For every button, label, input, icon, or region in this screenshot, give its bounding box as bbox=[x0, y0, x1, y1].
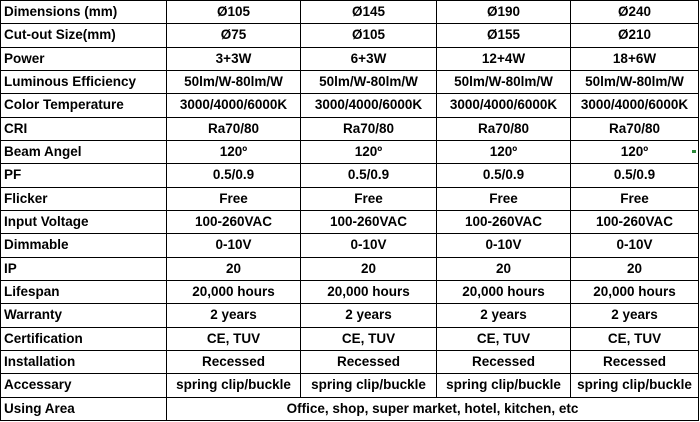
table-cell: 50lm/W-80lm/W bbox=[437, 70, 571, 93]
table-cell: 0.5/0.9 bbox=[167, 164, 301, 187]
table-row bbox=[1, 210, 699, 233]
table-row bbox=[1, 24, 699, 47]
table-cell: 0-10V bbox=[167, 234, 301, 257]
table-cell: Ø145 bbox=[301, 1, 437, 24]
table-cell: 20 bbox=[571, 257, 699, 280]
table-cell: Free bbox=[301, 187, 437, 210]
table-row bbox=[1, 140, 699, 163]
table-row bbox=[1, 234, 699, 257]
table-row bbox=[1, 327, 699, 350]
table-cell: 3+3W bbox=[167, 47, 301, 70]
table-cell: Recessed bbox=[301, 350, 437, 373]
row-label: PF bbox=[1, 164, 167, 187]
table-cell: 20 bbox=[301, 257, 437, 280]
table-row bbox=[1, 350, 699, 373]
using-area-value: Office, shop, super market, hotel, kitchen, etc bbox=[167, 397, 699, 420]
table-cell: CE, TUV bbox=[301, 327, 437, 350]
table-cell: CE, TUV bbox=[571, 327, 699, 350]
table-cell: Ø240 bbox=[571, 1, 699, 24]
table-cell: 3000/4000/6000K bbox=[167, 94, 301, 117]
table-cell: 6+3W bbox=[301, 47, 437, 70]
table-cell: 3000/4000/6000K bbox=[571, 94, 699, 117]
table-cell: Ø210 bbox=[571, 24, 699, 47]
table-cell: 0-10V bbox=[437, 234, 571, 257]
table-cell: CE, TUV bbox=[437, 327, 571, 350]
table-cell: 0.5/0.9 bbox=[437, 164, 571, 187]
row-label: CRI bbox=[1, 117, 167, 140]
table-cell: Free bbox=[167, 187, 301, 210]
row-label: Accessary bbox=[1, 374, 167, 397]
table-cell: 20 bbox=[167, 257, 301, 280]
table-cell: 50lm/W-80lm/W bbox=[301, 70, 437, 93]
table-cell: spring clip/buckle bbox=[167, 374, 301, 397]
row-label: Power bbox=[1, 47, 167, 70]
table-cell: Free bbox=[437, 187, 571, 210]
table-cell: 100-260VAC bbox=[571, 210, 699, 233]
table-cell: spring clip/buckle bbox=[437, 374, 571, 397]
table-cell: 20,000 hours bbox=[437, 280, 571, 303]
table-row bbox=[1, 117, 699, 140]
table-cell: 0-10V bbox=[301, 234, 437, 257]
table-cell: 100-260VAC bbox=[301, 210, 437, 233]
table-cell: 100-260VAC bbox=[437, 210, 571, 233]
table-row bbox=[1, 1, 699, 24]
table-cell: Recessed bbox=[167, 350, 301, 373]
row-label: Lifespan bbox=[1, 280, 167, 303]
table-row bbox=[1, 257, 699, 280]
table-cell: 20,000 hours bbox=[571, 280, 699, 303]
table-cell: 2 years bbox=[301, 304, 437, 327]
table-cell: Ø105 bbox=[301, 24, 437, 47]
table-cell: 120º bbox=[301, 140, 437, 163]
table-cell: 120º bbox=[571, 140, 699, 163]
table-cell: 20,000 hours bbox=[167, 280, 301, 303]
table-cell: 0-10V bbox=[571, 234, 699, 257]
table-cell: 18+6W bbox=[571, 47, 699, 70]
table-cell: Ø105 bbox=[167, 1, 301, 24]
row-label: Luminous Efficiency bbox=[1, 70, 167, 93]
row-label: Color Temperature bbox=[1, 94, 167, 117]
table-cell: Ø155 bbox=[437, 24, 571, 47]
table-cell: Ra70/80 bbox=[571, 117, 699, 140]
table-row bbox=[1, 187, 699, 210]
table-cell: 0.5/0.9 bbox=[301, 164, 437, 187]
row-label: Dimensions (mm) bbox=[1, 1, 167, 24]
table-cell: Ra70/80 bbox=[167, 117, 301, 140]
row-label: Beam Angel bbox=[1, 140, 167, 163]
table-cell: Ra70/80 bbox=[301, 117, 437, 140]
table-cell: Ra70/80 bbox=[437, 117, 571, 140]
table-cell: 50lm/W-80lm/W bbox=[571, 70, 699, 93]
row-label: Dimmable bbox=[1, 234, 167, 257]
table-cell: 20 bbox=[437, 257, 571, 280]
table-row bbox=[1, 47, 699, 70]
table-row bbox=[1, 70, 699, 93]
table-cell: spring clip/buckle bbox=[301, 374, 437, 397]
row-label: Certification bbox=[1, 327, 167, 350]
table-cell: Free bbox=[571, 187, 699, 210]
table-cell: 2 years bbox=[571, 304, 699, 327]
table-cell: 2 years bbox=[167, 304, 301, 327]
table-row bbox=[1, 374, 699, 397]
row-label-using-area: Using Area bbox=[1, 397, 167, 420]
table-cell: spring clip/buckle bbox=[571, 374, 699, 397]
table-cell: CE, TUV bbox=[167, 327, 301, 350]
row-label: Cut-out Size(mm) bbox=[1, 24, 167, 47]
table-row bbox=[1, 304, 699, 327]
row-label: Flicker bbox=[1, 187, 167, 210]
table-cell: 12+4W bbox=[437, 47, 571, 70]
row-label: IP bbox=[1, 257, 167, 280]
table-cell: 20,000 hours bbox=[301, 280, 437, 303]
table-cell: 3000/4000/6000K bbox=[437, 94, 571, 117]
table-cell: Ø190 bbox=[437, 1, 571, 24]
table-cell: 50lm/W-80lm/W bbox=[167, 70, 301, 93]
table-cell: 3000/4000/6000K bbox=[301, 94, 437, 117]
spec-table-body bbox=[1, 1, 699, 421]
green-mark bbox=[692, 150, 696, 153]
table-cell: 2 years bbox=[437, 304, 571, 327]
row-label: Input Voltage bbox=[1, 210, 167, 233]
table-cell: 100-260VAC bbox=[167, 210, 301, 233]
table-cell: 0.5/0.9 bbox=[571, 164, 699, 187]
row-label: Installation bbox=[1, 350, 167, 373]
table-cell: 120º bbox=[437, 140, 571, 163]
table-row-using-area bbox=[1, 397, 699, 420]
table-cell: Recessed bbox=[437, 350, 571, 373]
row-label: Warranty bbox=[1, 304, 167, 327]
table-cell: Recessed bbox=[571, 350, 699, 373]
table-row bbox=[1, 94, 699, 117]
table-row bbox=[1, 164, 699, 187]
table-row bbox=[1, 280, 699, 303]
table-cell: Ø75 bbox=[167, 24, 301, 47]
table-cell: 120º bbox=[167, 140, 301, 163]
